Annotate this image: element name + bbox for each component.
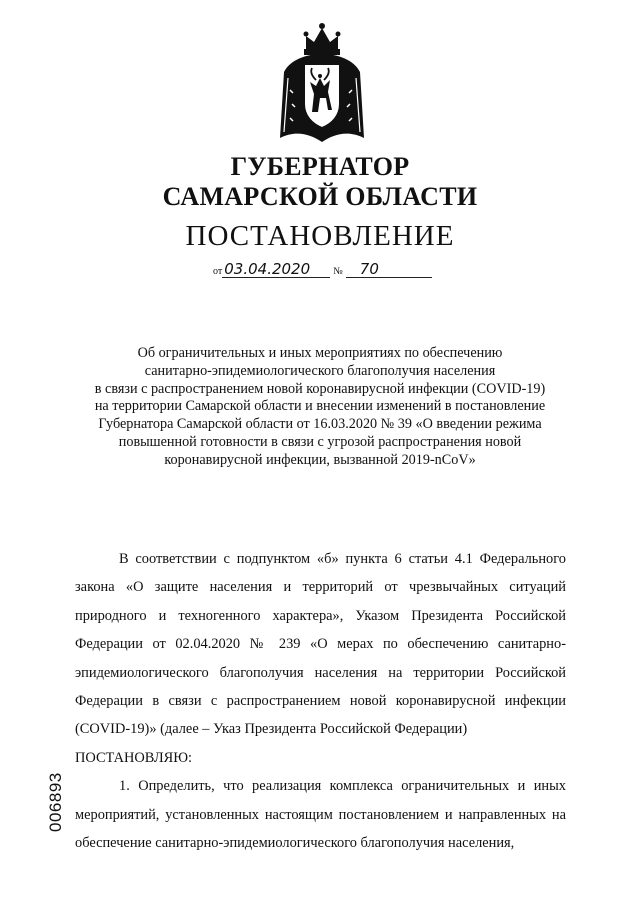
subject-line: коронавирусной инфекции, вызванной 2019-nCoV» xyxy=(164,451,476,468)
subject-line: санитарно-эпидемиологического благополучия населения xyxy=(144,362,496,379)
date-number-line xyxy=(213,262,432,278)
date-from-label: от xyxy=(213,266,223,277)
authority-name-line1: ГУБЕРНАТОР xyxy=(230,152,410,181)
subject-line: Об ограничительных и иных мероприятиях по обеспечению xyxy=(137,345,503,361)
document-number: 70 xyxy=(346,262,432,278)
form-serial-number: 006893 xyxy=(46,772,65,832)
subject-line: Губернатора Самарской области от 16.03.2020 № 39 «О введении режима xyxy=(98,416,542,433)
clause-1-paragraph: 1. Определить, что реализация комплекса ограничительных и иных мероприятий, установленных настоящим постановлением и направленных на обеспечение санитарно-эпидемиологического благополучия населения, xyxy=(75,778,566,852)
authority-name-line2: САМАРСКОЙ ОБЛАСТИ xyxy=(162,182,478,211)
resolve-statement: ПОСТАНОВЛЯЮ: xyxy=(75,749,193,766)
subject-line: на территории Самарской области и внесении изменений в постановление xyxy=(94,398,546,415)
document-subject xyxy=(70,345,570,470)
document-body xyxy=(75,545,566,857)
coat-of-arms-icon xyxy=(276,20,368,148)
document-date: 03.04.2020 xyxy=(222,262,330,278)
subject-line: повышенной готовности в связи с угрозой распространения новой xyxy=(118,433,522,450)
subject-line: в связи с распространением новой коронавирусной инфекции (COVID-19) xyxy=(94,380,546,397)
number-label: № xyxy=(333,266,343,277)
document-type-title: ПОСТАНОВЛЕНИЕ xyxy=(185,220,455,252)
preamble-paragraph: В соответствии с подпунктом «б» пункта 6 статьи 4.1 Федерального закона «О защите населения и территорий от чрезвычайных ситуаций природного и техногенного характера», Указом Президента Российской Федерации от 02.04.2020 № 239 «О мерах по обеспечению санитарно-эпидемиологического благополучия населения на территории Российской Федерации в связи с распространением новой коронавирусной инфекции (COVID-19)» (далее – Указ Президента Российской Федерации) xyxy=(75,551,566,738)
